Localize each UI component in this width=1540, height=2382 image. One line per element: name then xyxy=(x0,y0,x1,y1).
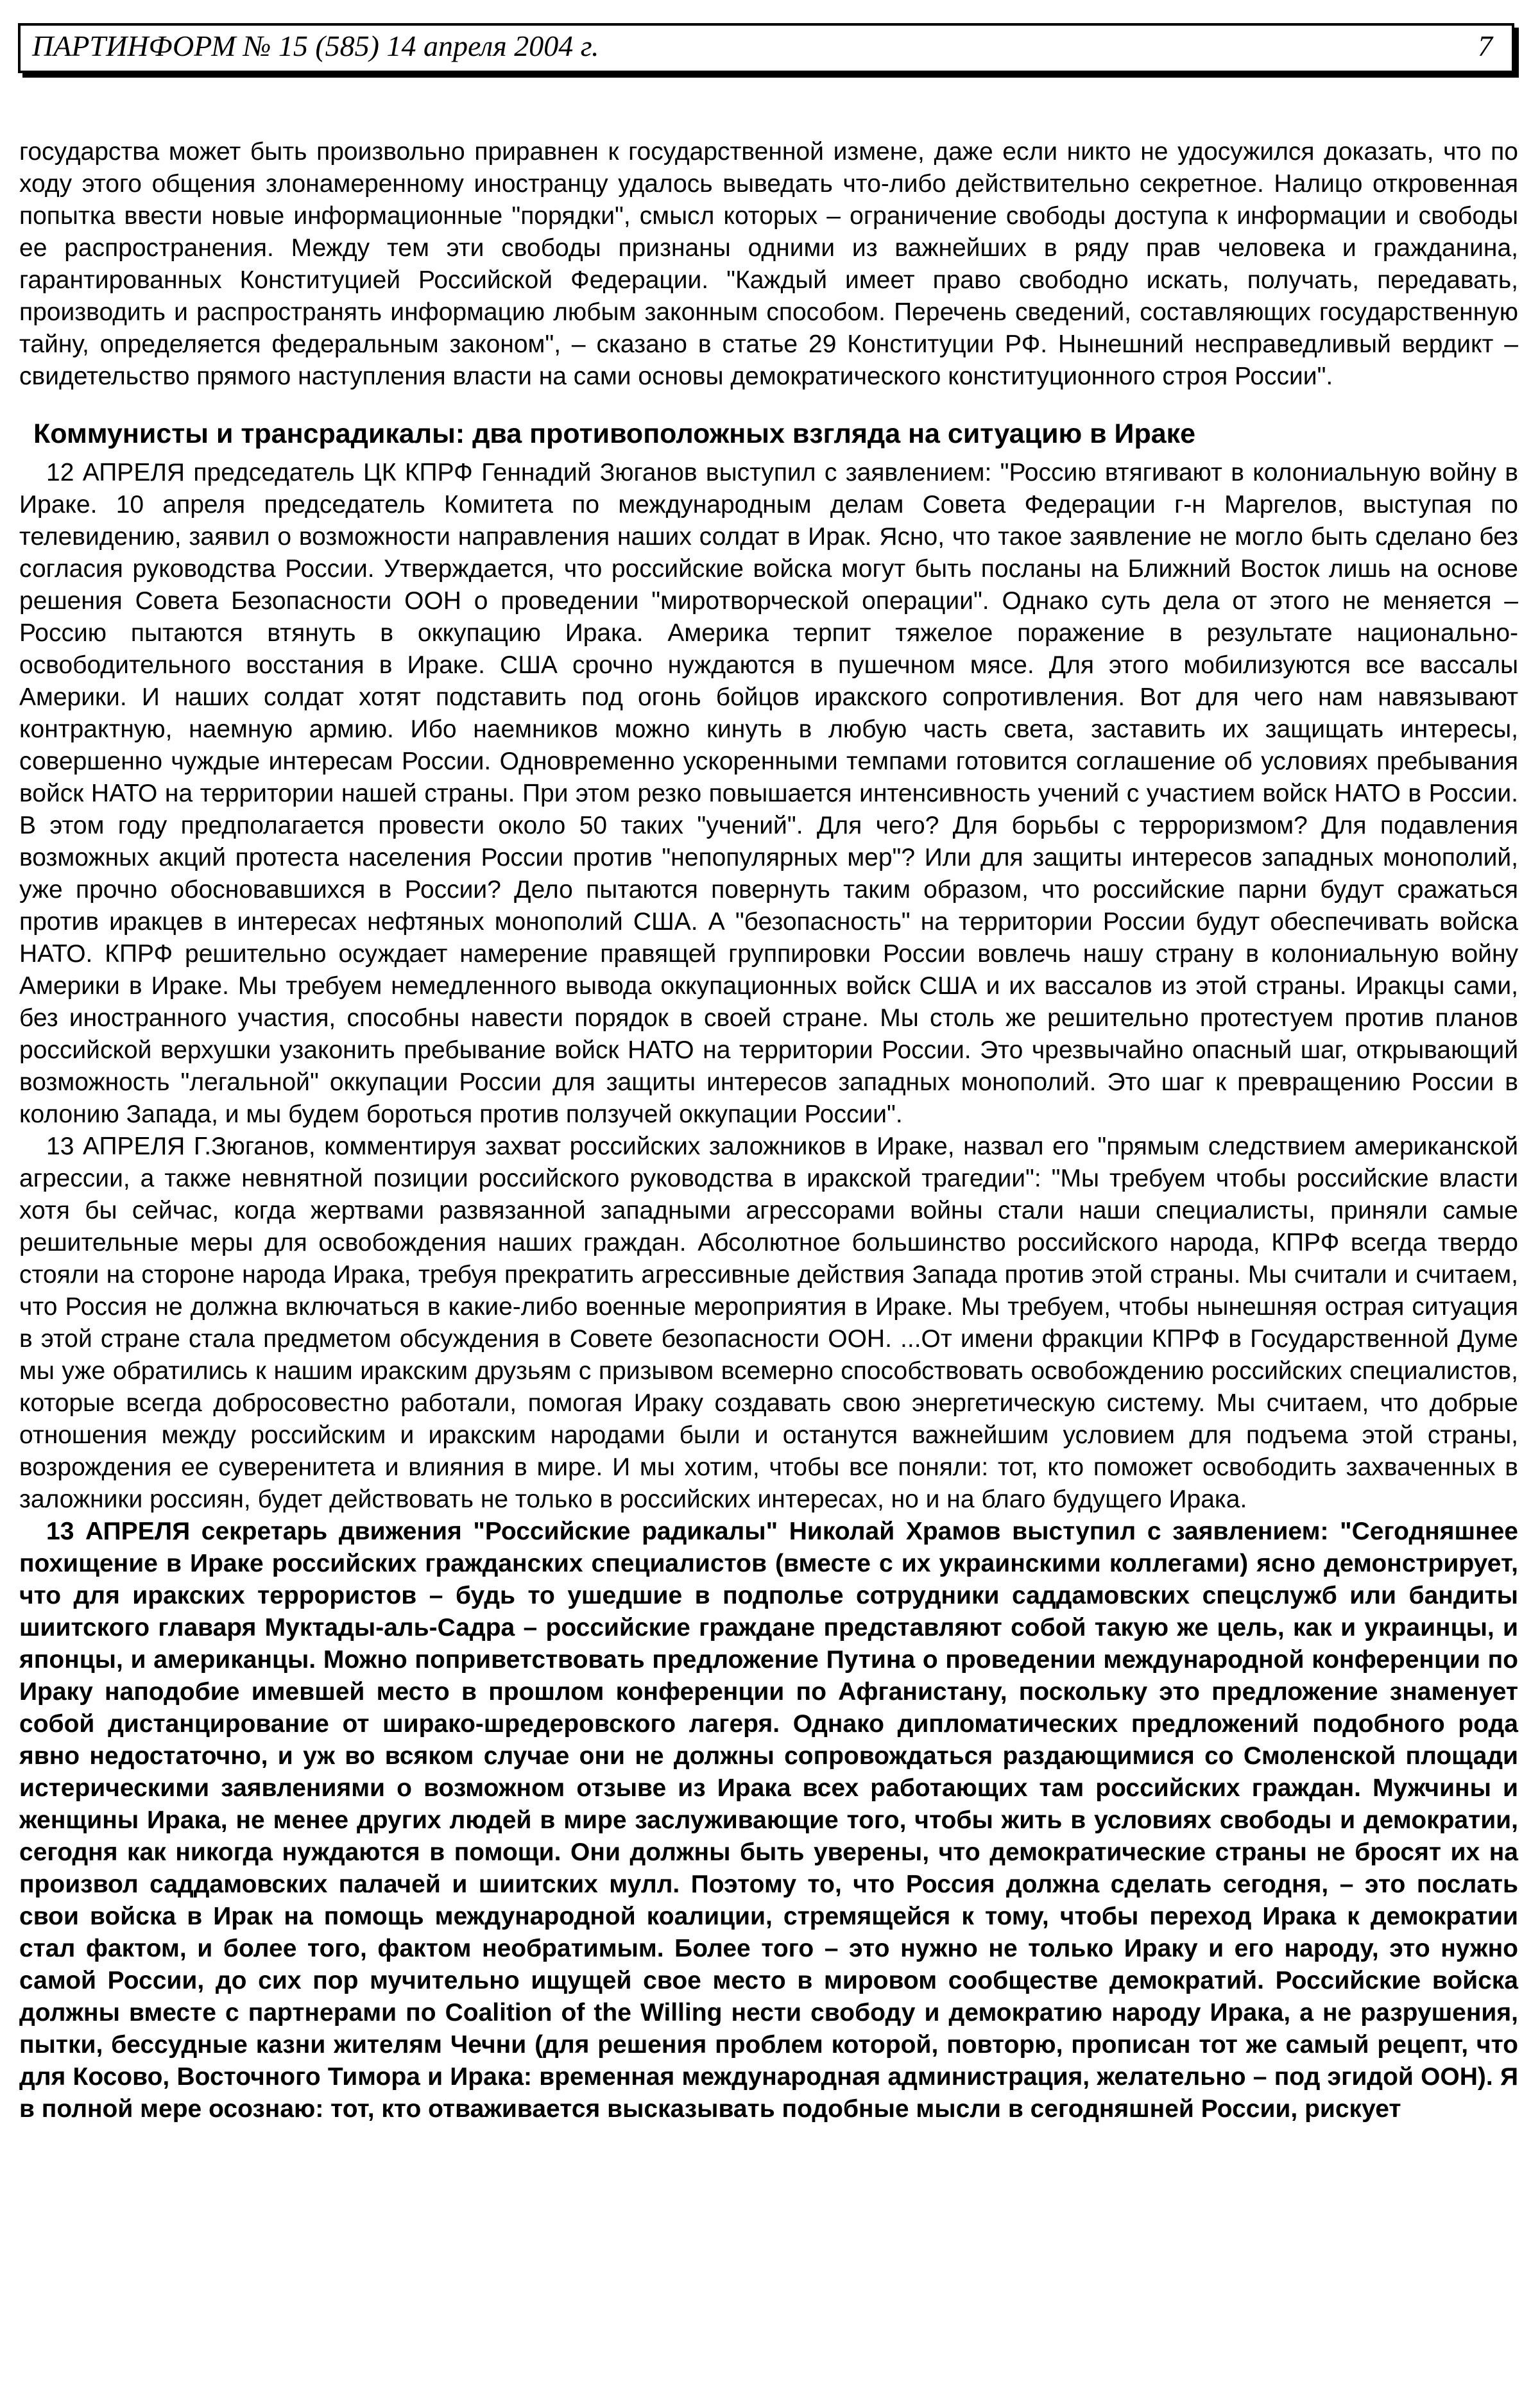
paragraph-zyuganov-apr12: 12 АПРЕЛЯ председатель ЦК КПРФ Геннадий Зюганов выступил с заявлением: "Россию втягивают в колониальную войну в Ираке. 10 апреля председатель Комитета по международным делам Совета Федерации г-н Маргелов, выступая по телевидению, заявил о возможности направления наших солдат в Ирак. Ясно, что такое заявление не могло быть сделано без согласия руководства России. Утверждается, что российские войска могут быть посланы на Ближний Восток лишь на основе решения Совета Безопасности ООН о проведении "миротворческой операции". Однако суть дела от этого не меняется – Россию пытаются втянуть в оккупацию Ирака. Америка терпит тяжелое поражение в результате национально-освободительного восстания в Ираке. США срочно нуждаются в пушечном мясе. Для этого мобилизуются все вассалы Америки. И наших солдат хотят подставить под огонь бойцов иракского сопротивления. Вот для чего нам навязывают контрактную, наемную армию. Ибо наемников можно кинуть в любую часть света, заставить их защищать интересы, совершенно чуждые интересам России. Одновременно ускоренными темпами готовится соглашение об условиях пребывания войск НАТО на территории нашей страны. При этом резко повышается интенсивность учений с участием войск НАТО в России. В этом году предполагается провести около 50 таких "учений". Для чего? Для борьбы с терроризмом? Для подавления возможных акций протеста населения России против "непопулярных мер"? Или для защиты интересов западных монополий, уже прочно обосновавшихся в России? Дело пытаются повернуть таким образом, что российские парни будут сражаться против иракцев в интересах нефтяных монополий США. А "безопасность" на территории России будут обеспечивать войска НАТО. КПРФ решительно осуждает намерение правящей группировки России вовлечь нашу страну в колониальную войну Америки в Ираке. Мы требуем немедленного вывода оккупационных войск США и их вассалов из этой страны. Иракцы сами, без иностранного участия, способны навести порядок в своей стране. Мы столь же решительно протестуем против планов российской верхушки узаконить пребывание войск НАТО на территории России. Это чрезвычайно опасный шаг, открывающий возможность "легальной" оккупации России для защиты интересов западных монополий. Это шаг к превращению России в колонию Запада, и мы будем бороться против ползучей оккупации России". xyxy=(19,459,1518,1128)
article-body xyxy=(19,136,1518,2125)
paragraph-zyuganov-apr13: 13 АПРЕЛЯ Г.Зюганов, комментируя захват российских заложников в Ираке, назвал его "прямым следствием американской агрессии, а также невнятной позиции российского руководства в иракской трагедии": "Мы требуем чтобы российские власти хотя бы сейчас, когда жертвами развязанной западными агрессорами войны стали наши специалисты, приняли самые решительные меры для освобождения наших граждан. Абсолютное большинство российского народа, КПРФ всегда твердо стояли на стороне народа Ирака, требуя прекратить агрессивные действия Запада против этой страны. Мы считали и считаем, что Россия не должна включаться в какие-либо военные мероприятия в Ираке. Мы требуем, чтобы нынешняя острая ситуация в этой стране стала предметом обсуждения в Совете безопасности ООН. ...От имени фракции КПРФ в Государственной Думе мы уже обратились к нашим иракским друзьям с призывом всемерно способствовать освобождению российских специалистов, которые всегда добросовестно работали, помогая Ираку создавать свою энергетическую систему. Мы считаем, что добрые отношения между российским и иракским народами были и останутся важнейшим условием для подъема этой страны, возрождения ее суверенитета и влияния в мире. И мы хотим, чтобы все поняли: тот, кто поможет освободить захваченных в заложники россиян, будет действовать не только в российских интересах, но и на благо будущего Ирака. xyxy=(19,1133,1518,1513)
paragraph-continuation: государства может быть произвольно приравнен к государственной измене, даже если никто не удосужился доказать, что по ходу этого общения злонамеренному иностранцу удалось выведать что-либо действительно секретное. Налицо откровенная попытка ввести новые информационные "порядки", смысл которых – ограничение свободы доступа к информации и свободы ее распространения. Между тем эти свободы признаны одними из важнейших в ряду прав человека и гражданина, гарантированных Конституцией Российской Федерации. "Каждый имеет право свободно искать, получать, передавать, производить и распространять информацию любым законным способом. Перечень сведений, составляющих государственную тайну, определяется федеральным законом", – сказано в статье 29 Конституции РФ. Нынешний несправедливый вердикт – свидетельство прямого наступления власти на сами основы демократического конституционного строя России". xyxy=(19,138,1518,390)
newsletter-title: ПАРТИНФОРМ № 15 (585) 14 апреля 2004 г. xyxy=(32,30,599,62)
paragraph-khramov-apr13: 13 АПРЕЛЯ секретарь движения "Российские радикалы" Николай Храмов выступил с заявлением: "Сегодняшнее похищение в Ираке российских гражданских специалистов (вместе с их украинскими коллегами) ясно демонстрирует, что для иракских террористов – будь то ушедшие в подполье сотрудники саддамовских спецслужб или бандиты шиитского главаря Муктады-аль-Садра – российские граждане представляют собой такую же цель, как и украинцы, и японцы, и американцы. Можно поприветствовать предложение Путина о проведении международной конференции по Ираку наподобие имевшей место в прошлом конференции по Афганистану, поскольку это предложение знаменует собой дистанцирование от ширако-шредеровского лагеря. Однако дипломатических предложений подобного рода явно недостаточно, и уж во всяком случае они не должны сопровождаться раздающимися со Смоленской площади истерическими заявлениями о возможном отзыве из Ирака всех работающих там российских граждан. Мужчины и женщины Ирака, не менее других людей в мире заслуживающие того, чтобы жить в условиях свободы и демократии, сегодня как никогда нуждаются в помощи. Они должны быть уверены, что демократические страны не бросят их на произвол саддамовских палачей и шиитских мулл. Поэтому то, что Россия должна сделать сегодня, – это послать свои войска в Ирак на помощь международной коалиции, стремящейся к тому, чтобы переход Ирака к демократии стал фактом, и более того, фактом необратимым. Более того – это нужно не только Ираку и его народу, это нужно самой России, до сих пор мучительно ищущей свое место в мировом сообществе демократий. Российские войска должны вместе с партнерами по Coalition of the Willing нести свободу и демократию народу Ирака, а не разрушения, пытки, бессудные казни жителям Чечни (для решения проблем которой, повторю, прописан тот же самый рецепт, что для Косово, Восточного Тимора и Ирака: временная международная администрация, желательно – под эгидой ООН). Я в полной мере осознаю: тот, кто отваживается высказывать подобные мысли в сегодняшней России, рискует xyxy=(19,1518,1518,2123)
page-number: 7 xyxy=(1478,30,1493,62)
page-header xyxy=(18,23,1514,73)
section-heading: Коммунисты и трансрадикалы: два противоположных взгляда на ситуацию в Ираке xyxy=(33,418,1196,449)
